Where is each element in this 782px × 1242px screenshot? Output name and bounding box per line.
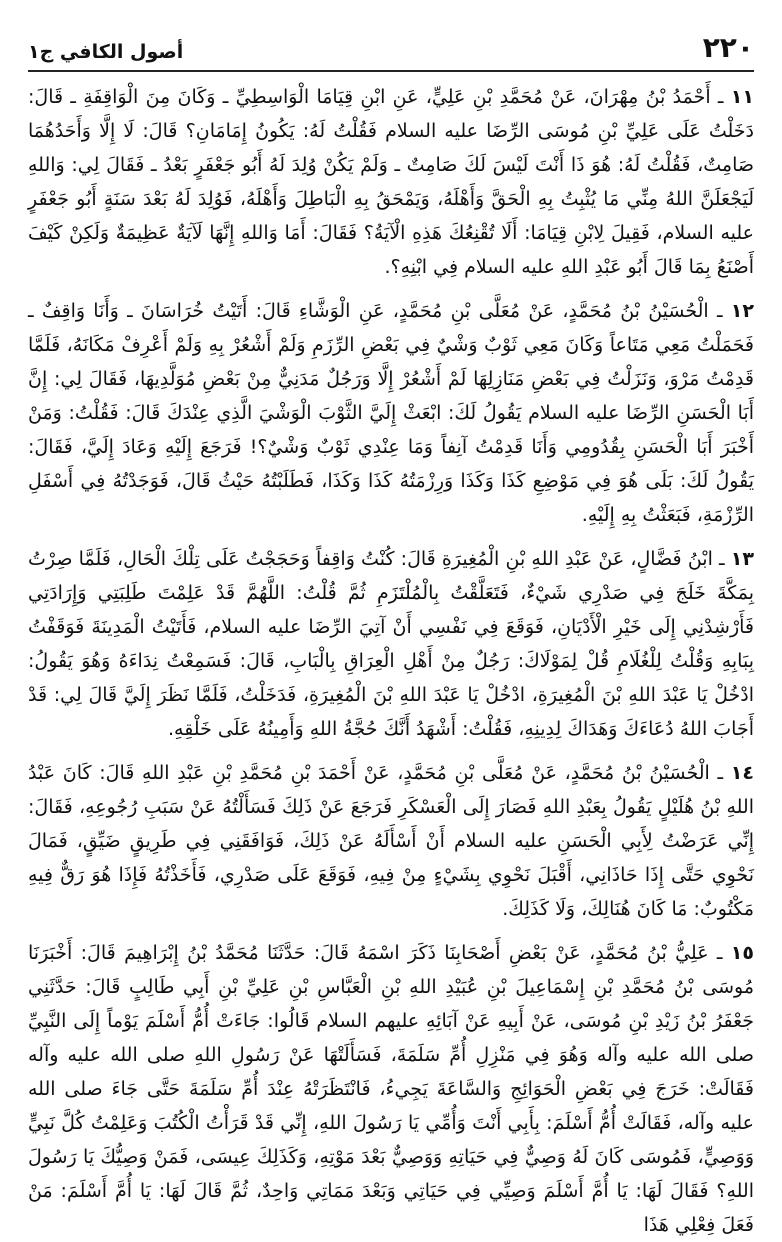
hadith-paragraph: ١٤ ـ الْحُسَيْنُ بْنُ مُحَمَّدٍ، عَنْ مُعَلَّى بْنِ مُحَمَّدٍ، عَنْ أَحْمَدَ بْنِ مُحَمَّدِ بْنِ عَبْدِ اللهِ قَالَ: كَانَ عَبْدُ اللهِ بْنُ هُلَيْلٍ يَقُولُ بِعَبْدِ اللهِ فَصَارَ إِلَى الْعَسْكَرِ فَرَجَعَ عَنْ ذَلِكَ فَسَأَلْتُهُ عَنْ سَبَبِ رُجُوعِهِ، فَقَالَ: إِنِّي عَرَضْتُ لِأَبِي الْحَسَنِ عليه السلام أَنْ أَسْأَلَهُ عَنْ ذَلِكَ، فَوَافَقَنِي فِي طَرِيقٍ ضَيِّقٍ، فَمَالَ نَحْوِي حَتَّى إِذَا حَاذَانِي، أَقْبَلَ نَحْوِي بِشَيْءٍ مِنْ فِيهِ، فَوَقَعَ عَلَى صَدْرِي، فَأَخَذْتُهُ فَإِذَا هُوَ رَقٌّ فِيهِ مَكْتُوبٌ: مَا كَانَ هُنَالِكَ، وَلَا كَذَلِكَ. [28,762,754,920]
hadith-number: ١٣ [730,548,754,570]
hadith-paragraph: ١٣ ـ ابْنُ فَضَّالٍ، عَنْ عَبْدِ اللهِ بْنِ الْمُغِيرَةِ قَالَ: كُنْتُ وَاقِفاً وَحَجَجْتُ عَلَى تِلْكَ الْحَالِ، فَلَمَّا صِرْتُ بِمَكَّةَ خَلَجَ فِي صَدْرِي شَيْءٌ، فَتَعَلَّقْتُ بِالْمُلْتَزَمِ ثُمَّ قُلْتُ: اللَّهُمَّ قَدْ عَلِمْتَ طَلِبَتِي وَإِرَادَتِي فَأَرْشِدْنِي إِلَى خَيْرِ الْأَدْيَانِ، فَوَقَعَ فِي نَفْسِي أَنْ آتِيَ الرِّضَا عليه السلام، فَأَتَيْتُ الْمَدِينَةَ فَوَقَفْتُ بِبَابِهِ وَقُلْتُ لِلْغُلَامِ قُلْ لِمَوْلَاكَ: رَجُلٌ مِنْ أَهْلِ الْعِرَاقِ بِالْبَابِ، قَالَ: فَسَمِعْتُ نِدَاءَهُ وَهُوَ يَقُولُ: ادْخُلْ يَا عَبْدَ اللهِ بْنَ الْمُغِيرَةِ، ادْخُلْ يَا عَبْدَ اللهِ بْنَ الْمُغِيرَةِ، فَدَخَلْتُ، فَلَمَّا نَظَرَ إِلَيَّ قَالَ لِي: قَدْ أَجَابَ اللهُ دُعَاءَكَ وَهَدَاكَ لِدِينِهِ، فَقُلْتُ: أَشْهَدُ أَنَّكَ حُجَّةُ اللهِ وَأَمِينُهُ عَلَى خَلْقِهِ. [28,548,754,740]
hadith-text: الْحُسَيْنُ بْنُ مُحَمَّدٍ، عَنْ مُعَلَّى بْنِ مُحَمَّدٍ، عَنْ أَحْمَدَ بْنِ مُحَمَّدِ بْنِ عَبْدِ اللهِ قَالَ: كَانَ عَبْدُ اللهِ بْنُ هُلَيْلٍ يَقُولُ بِعَبْدِ اللهِ فَصَارَ إِلَى الْعَسْكَرِ فَرَجَعَ عَنْ ذَلِكَ فَسَأَلْتُهُ عَنْ سَبَبِ رُجُوعِهِ، فَقَالَ: إِنِّي عَرَضْتُ لِأَبِي الْحَسَنِ عليه السلام أَنْ أَسْأَلَهُ عَنْ ذَلِكَ، فَوَافَقَنِي فِي طَرِيقٍ ضَيِّقٍ، فَمَالَ نَحْوِي حَتَّى إِذَا حَاذَانِي، أَقْبَلَ نَحْوِي بِشَيْءٍ مِنْ فِيهِ، فَوَقَعَ عَلَى صَدْرِي، فَأَخَذْتُهُ فَإِذَا هُوَ رَقٌّ فِيهِ مَكْتُوبٌ: مَا كَانَ هُنَالِكَ، وَلَا كَذَلِكَ. [28,762,754,920]
page-header [28,22,754,62]
hadith-paragraph: ١٢ ـ الْحُسَيْنُ بْنُ مُحَمَّدٍ، عَنْ مُعَلَّى بْنِ مُحَمَّدٍ، عَنِ الْوَشَّاءِ قَالَ: أَتَيْتُ خُرَاسَانَ ـ وَأَنَا وَاقِفٌ ـ فَحَمَلْتُ مَعِي مَتَاعاً وَكَانَ مَعِي ثَوْبٌ وَشْيٌ فِي بَعْضِ الرِّزَمِ وَلَمْ أَشْعُرْ بِهِ وَلَمْ أَعْرِفْ مَكَانَهُ، فَلَمَّا قَدِمْتُ مَرْوَ، وَنَزَلْتُ فِي بَعْضِ مَنَازِلِهَا لَمْ أَشْعُرْ إِلَّا وَرَجُلٌ مَدَنِيٌّ مِنْ بَعْضِ مُوَلَّدِيهَا، فَقَالَ لِي: إِنَّ أَبَا الْحَسَنِ الرِّضَا عليه السلام يَقُولُ لَكَ: ابْعَثْ إِلَيَّ الثَّوْبَ الْوَشْيَ الَّذِي عِنْدَكَ قَالَ: فَقُلْتُ: وَمَنْ أَخْبَرَ أَبَا الْحَسَنِ بِقُدُومِي وَأَنَا قَدِمْتُ آنِفاً وَمَا عِنْدِي ثَوْبٌ وَشْيٌ؟! فَرَجَعَ إِلَيْهِ وَعَادَ إِلَيَّ، فَقَالَ: يَقُولُ لَكَ: بَلَى هُوَ فِي مَوْضِعِ كَذَا وَكَذَا وَرِزْمَتُهُ كَذَا وَكَذَا، فَطَلَبْتُهُ حَيْثُ قَالَ، فَوَجَدْتُهُ فِي أَسْفَلِ الرِّزْمَةِ، فَبَعَثْتُ بِهِ إِلَيْهِ. [28,300,754,526]
hadith-text: الْحُسَيْنُ بْنُ مُحَمَّدٍ، عَنْ مُعَلَّى بْنِ مُحَمَّدٍ، عَنِ الْوَشَّاءِ قَالَ: أَتَيْتُ خُرَاسَانَ ـ وَأَنَا وَاقِفٌ ـ فَحَمَلْتُ مَعِي مَتَاعاً وَكَانَ مَعِي ثَوْبٌ وَشْيٌ فِي بَعْضِ الرِّزَمِ وَلَمْ أَشْعُرْ بِهِ وَلَمْ أَعْرِفْ مَكَانَهُ، فَلَمَّا قَدِمْتُ مَرْوَ، وَنَزَلْتُ فِي بَعْضِ مَنَازِلِهَا لَمْ أَشْعُرْ إِلَّا وَرَجُلٌ مَدَنِيٌّ مِنْ بَعْضِ مُوَلَّدِيهَا، فَقَالَ لِي: إِنَّ أَبَا الْحَسَنِ الرِّضَا عليه السلام يَقُولُ لَكَ: ابْعَثْ إِلَيَّ الثَّوْبَ الْوَشْيَ الَّذِي عِنْدَكَ قَالَ: فَقُلْتُ: وَمَنْ أَخْبَرَ أَبَا الْحَسَنِ بِقُدُومِي وَأَنَا قَدِمْتُ آنِفاً وَمَا عِنْدِي ثَوْبٌ وَشْيٌ؟! فَرَجَعَ إِلَيْهِ وَعَادَ إِلَيَّ، فَقَالَ: يَقُولُ لَكَ: بَلَى هُوَ فِي مَوْضِعِ كَذَا وَكَذَا وَرِزْمَتُهُ كَذَا وَكَذَا، فَطَلَبْتُهُ حَيْثُ قَالَ، فَوَجَدْتُهُ فِي أَسْفَلِ الرِّزْمَةِ، فَبَعَثْتُ بِهِ إِلَيْهِ. [28,300,754,526]
hadith-paragraph: ١١ ـ أَحْمَدُ بْنُ مِهْرَانَ، عَنْ مُحَمَّدِ بْنِ عَلِيٍّ، عَنِ ابْنِ قِيَامَا الْوَاسِطِيِّ ـ وَكَانَ مِنَ الْوَاقِفَةِ ـ قَالَ: دَخَلْتُ عَلَى عَلِيِّ بْنِ مُوسَى الرِّضَا عليه السلام فَقُلْتُ لَهُ: يَكُونُ إِمَامَانِ؟ قَالَ: لَا إِلَّا وَأَحَدُهُمَا صَامِتٌ، فَقُلْتُ لَهُ: هُوَ ذَا أَنْتَ لَيْسَ لَكَ صَامِتٌ ـ وَلَمْ يَكُنْ وُلِدَ لَهُ أَبُو جَعْفَرٍ بَعْدُ ـ فَقَالَ لِي: وَاللهِ لَيَجْعَلَنَّ اللهُ مِنِّي مَا يُثْبِتُ بِهِ الْحَقَّ وَأَهْلَهُ، وَيَمْحَقُ بِهِ الْبَاطِلَ وَأَهْلَهُ، فَوُلِدَ لَهُ بَعْدَ سَنَةٍ أَبُو جَعْفَرٍ عليه السلام، فَقِيلَ لِابْنِ قِيَامَا: أَلَا تُقْنِعُكَ هَذِهِ الْآيَةُ؟ فَقَالَ: أَمَا وَاللهِ إِنَّهَا لَآيَةٌ عَظِيمَةٌ وَلَكِنْ كَيْفَ أَصْنَعُ بِمَا قَالَ أَبُو عَبْدِ اللهِ عليه السلام فِي ابْنِهِ؟. [28,86,754,278]
running-title: أصول الكافي ج١ [28,41,184,63]
hadith-text: عَلِيُّ بْنُ مُحَمَّدٍ، عَنْ بَعْضِ أَصْحَابِنَا ذَكَرَ اسْمَهُ قَالَ: حَدَّثَنَا مُحَمَّدُ بْنُ إِبْرَاهِيمَ قَالَ: أَخْبَرَنَا مُوسَى بْنُ مُحَمَّدِ بْنِ إِسْمَاعِيلَ بْنِ عُبَيْدِ اللهِ بْنِ الْعَبَّاسِ بْنِ عَلِيِّ بْنِ أَبِي طَالِبٍ قَالَ: حَدَّثَنِي جَعْفَرُ بْنُ زَيْدِ بْنِ مُوسَى، عَنْ أَبِيهِ عَنْ آبَائِهِ عليهم السلام قَالُوا: جَاءَتْ أُمُّ أَسْلَمَ يَوْماً إِلَى النَّبِيِّ صلى الله عليه وآله وَهُوَ فِي مَنْزِلِ أُمِّ سَلَمَةَ، فَسَأَلَتْهَا عَنْ رَسُولِ اللهِ صلى الله عليه وآله فَقَالَتْ: خَرَجَ فِي بَعْضِ الْحَوَائِجِ وَالسَّاعَةَ يَجِيءُ، فَانْتَظَرَتْهُ عِنْدَ أُمِّ سَلَمَةَ حَتَّى جَاءَ صلى الله عليه وآله، فَقَالَتْ أُمُّ أَسْلَمَ: بِأَبِي أَنْتَ وَأُمِّي يَا رَسُولَ اللهِ، إِنِّي قَدْ قَرَأْتُ الْكُتُبَ وَعَلِمْتُ كُلَّ نَبِيٍّ وَوَصِيٍّ، فَمُوسَى كَانَ لَهُ وَصِيٌّ فِي حَيَاتِهِ وَوَصِيٌّ بَعْدَ مَوْتِهِ، وَكَذَلِكَ عِيسَى، فَمَنْ وَصِيُّكَ يَا رَسُولَ اللهِ؟ فَقَالَ لَهَا: يَا أُمَّ أَسْلَمَ وَصِيِّي فِي حَيَاتِي وَبَعْدَ مَمَاتِي وَاحِدٌ، ثُمَّ قَالَ لَهَا: يَا أُمَّ أَسْلَمَ: مَنْ فَعَلَ فِعْلِي هَذَا [28,942,754,1236]
hadith-number: ١٢ [730,300,754,322]
hadith-number: ١٥ [730,942,754,964]
hadith-number: ١١ [730,86,754,108]
page-number: ٢٢٠ [702,31,754,64]
hadith-text: أَحْمَدُ بْنُ مِهْرَانَ، عَنْ مُحَمَّدِ بْنِ عَلِيٍّ، عَنِ ابْنِ قِيَامَا الْوَاسِطِيِّ ـ وَكَانَ مِنَ الْوَاقِفَةِ ـ قَالَ: دَخَلْتُ عَلَى عَلِيِّ بْنِ مُوسَى الرِّضَا عليه السلام فَقُلْتُ لَهُ: يَكُونُ إِمَامَانِ؟ قَالَ: لَا إِلَّا وَأَحَدُهُمَا صَامِتٌ، فَقُلْتُ لَهُ: هُوَ ذَا أَنْتَ لَيْسَ لَكَ صَامِتٌ ـ وَلَمْ يَكُنْ وُلِدَ لَهُ أَبُو جَعْفَرٍ بَعْدُ ـ فَقَالَ لِي: وَاللهِ لَيَجْعَلَنَّ اللهُ مِنِّي مَا يُثْبِتُ بِهِ الْحَقَّ وَأَهْلَهُ، وَيَمْحَقُ بِهِ الْبَاطِلَ وَأَهْلَهُ، فَوُلِدَ لَهُ بَعْدَ سَنَةٍ أَبُو جَعْفَرٍ عليه السلام، فَقِيلَ لِابْنِ قِيَامَا: أَلَا تُقْنِعُكَ هَذِهِ الْآيَةُ؟ فَقَالَ: أَمَا وَاللهِ إِنَّهَا لَآيَةٌ عَظِيمَةٌ وَلَكِنْ كَيْفَ أَصْنَعُ بِمَا قَالَ أَبُو عَبْدِ اللهِ عليه السلام فِي ابْنِهِ؟. [28,86,754,278]
hadith-text: ابْنُ فَضَّالٍ، عَنْ عَبْدِ اللهِ بْنِ الْمُغِيرَةِ قَالَ: كُنْتُ وَاقِفاً وَحَجَجْتُ عَلَى تِلْكَ الْحَالِ، فَلَمَّا صِرْتُ بِمَكَّةَ خَلَجَ فِي صَدْرِي شَيْءٌ، فَتَعَلَّقْتُ بِالْمُلْتَزَمِ ثُمَّ قُلْتُ: اللَّهُمَّ قَدْ عَلِمْتَ طَلِبَتِي وَإِرَادَتِي فَأَرْشِدْنِي إِلَى خَيْرِ الْأَدْيَانِ، فَوَقَعَ فِي نَفْسِي أَنْ آتِيَ الرِّضَا عليه السلام، فَأَتَيْتُ الْمَدِينَةَ فَوَقَفْتُ بِبَابِهِ وَقُلْتُ لِلْغُلَامِ قُلْ لِمَوْلَاكَ: رَجُلٌ مِنْ أَهْلِ الْعِرَاقِ بِالْبَابِ، قَالَ: فَسَمِعْتُ نِدَاءَهُ وَهُوَ يَقُولُ: ادْخُلْ يَا عَبْدَ اللهِ بْنَ الْمُغِيرَةِ، ادْخُلْ يَا عَبْدَ اللهِ بْنَ الْمُغِيرَةِ، فَدَخَلْتُ، فَلَمَّا نَظَرَ إِلَيَّ قَالَ لِي: قَدْ أَجَابَ اللهُ دُعَاءَكَ وَهَدَاكَ لِدِينِهِ، فَقُلْتُ: أَشْهَدُ أَنَّكَ حُجَّةُ اللهِ وَأَمِينُهُ عَلَى خَلْقِهِ. [28,548,754,740]
hadith-number: ١٤ [730,762,754,784]
hadith-paragraph: ١٥ ـ عَلِيُّ بْنُ مُحَمَّدٍ، عَنْ بَعْضِ أَصْحَابِنَا ذَكَرَ اسْمَهُ قَالَ: حَدَّثَنَا مُحَمَّدُ بْنُ إِبْرَاهِيمَ قَالَ: أَخْبَرَنَا مُوسَى بْنُ مُحَمَّدِ بْنِ إِسْمَاعِيلَ بْنِ عُبَيْدِ اللهِ بْنِ الْعَبَّاسِ بْنِ عَلِيِّ بْنِ أَبِي طَالِبٍ قَالَ: حَدَّثَنِي جَعْفَرُ بْنُ زَيْدِ بْنِ مُوسَى، عَنْ أَبِيهِ عَنْ آبَائِهِ عليهم السلام قَالُوا: جَاءَتْ أُمُّ أَسْلَمَ يَوْماً إِلَى النَّبِيِّ صلى الله عليه وآله وَهُوَ فِي مَنْزِلِ أُمِّ سَلَمَةَ، فَسَأَلَتْهَا عَنْ رَسُولِ اللهِ صلى الله عليه وآله فَقَالَتْ: خَرَجَ فِي بَعْضِ الْحَوَائِجِ وَالسَّاعَةَ يَجِيءُ، فَانْتَظَرَتْهُ عِنْدَ أُمِّ سَلَمَةَ حَتَّى جَاءَ صلى الله عليه وآله، فَقَالَتْ أُمُّ أَسْلَمَ: بِأَبِي أَنْتَ وَأُمِّي يَا رَسُولَ اللهِ، إِنِّي قَدْ قَرَأْتُ الْكُتُبَ وَعَلِمْتُ كُلَّ نَبِيٍّ وَوَصِيٍّ، فَمُوسَى كَانَ لَهُ وَصِيٌّ فِي حَيَاتِهِ وَوَصِيٌّ بَعْدَ مَوْتِهِ، وَكَذَلِكَ عِيسَى، فَمَنْ وَصِيُّكَ يَا رَسُولَ اللهِ؟ فَقَالَ لَهَا: يَا أُمَّ أَسْلَمَ وَصِيِّي فِي حَيَاتِي وَبَعْدَ مَمَاتِي وَاحِدٌ، ثُمَّ قَالَ لَهَا: يَا أُمَّ أَسْلَمَ: مَنْ فَعَلَ فِعْلِي هَذَا [28,942,754,1236]
header-rule [28,70,754,72]
page-body [28,80,754,1236]
